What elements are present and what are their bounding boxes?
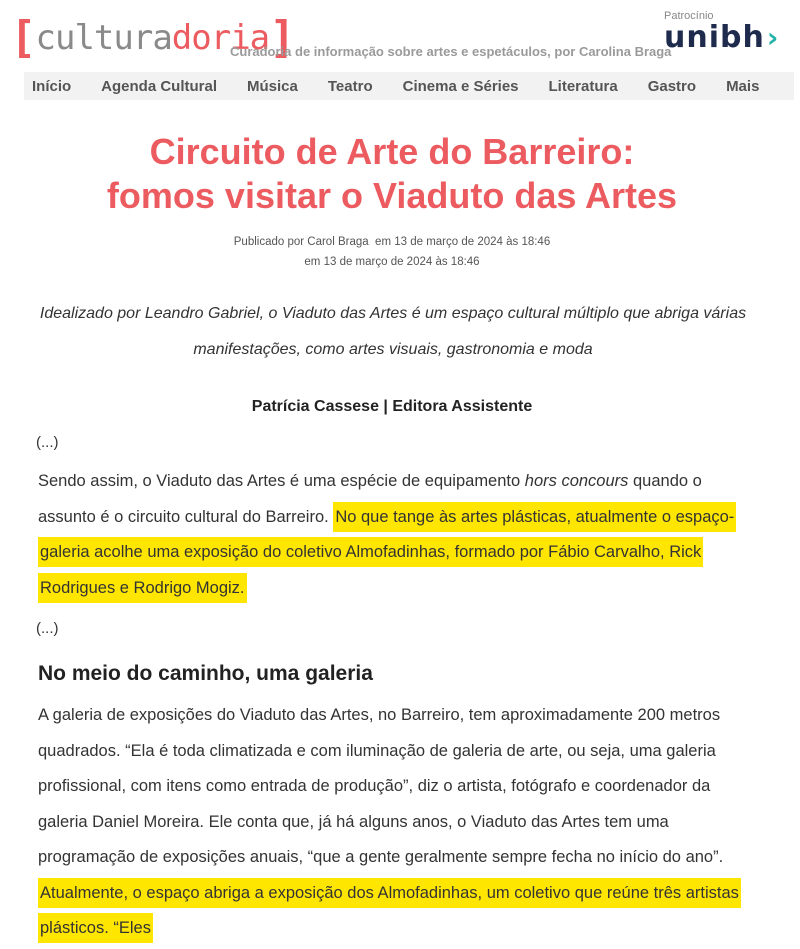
paragraph-1-text-b: quando o assunto é o circuito cultural do Barreiro. [38, 472, 702, 526]
article-title-line1: Circuito de Arte do Barreiro: [149, 131, 635, 172]
article-title [0, 130, 784, 218]
nav-item-inicio[interactable]: Início [32, 77, 72, 95]
logo-bracket-open: [ [10, 12, 36, 63]
ellipsis-marker: (...) [36, 434, 59, 451]
sponsor-label: Patrocínio [664, 10, 714, 22]
section-heading: No meio do caminho, uma galeria [38, 662, 373, 685]
nav-item-gastro[interactable]: Gastro [647, 77, 697, 95]
paragraph-2 [38, 698, 758, 947]
logo-text-cultura: cultura [35, 18, 172, 58]
highlighted-text: No que tange às artes plásticas, atualmente o espaço-galeria acolhe uma exposição do coletivo Almofadinhas, formado por Fábio Carvalho, Rick Rodrigues e Rodrigo Mogiz. [38, 502, 736, 603]
paragraph-2-text: A galeria de exposições do Viaduto das Artes, no Barreiro, tem aproximadamente 200 metros quadrados. “Ela é toda climatizada e com iluminação de galeria de arte, ou seja, uma galeria profissional, com itens como entrada de produção”, diz o artista, fotógrafo e coordenador da galeria Daniel Moreira. Ele conta que, já há alguns anos, o Viaduto das Artes tem uma programação de exposições anuais, “que a gente geralmente sempre fecha no início do ano”. [38, 706, 724, 866]
article-lede: Idealizado por Leandro Gabriel, o Viaduto das Artes é um espaço cultural múltiplo que abriga várias manifestações, como artes visuais, gastronomia e moda [39, 305, 747, 358]
nav-item-cinema-series[interactable]: Cinema e Séries [402, 77, 519, 95]
nav-item-musica[interactable]: Música [247, 77, 298, 95]
paragraph-1-text-a: Sendo assim, o Viaduto das Artes é uma espécie de equipamento [38, 472, 525, 490]
sponsor-chevron-icon: › [766, 21, 780, 54]
main-nav [24, 72, 794, 100]
article-meta [0, 232, 784, 272]
site-header [0, 0, 800, 72]
logo-text-doria: doria [171, 18, 270, 58]
meta-prefix: Publicado por [233, 236, 305, 248]
article-title-line2: fomos visitar o Viaduto das Artes [106, 175, 678, 216]
nav-item-mais[interactable]: Mais [726, 77, 760, 95]
sponsor-brand-text: unibh [664, 20, 765, 55]
author-link[interactable]: Carol Braga [307, 236, 369, 248]
nav-item-literatura[interactable]: Literatura [548, 77, 618, 95]
logo-bracket-close: ] [269, 12, 295, 63]
ellipsis-marker: (...) [36, 620, 59, 637]
paragraph-1-italic: hors concours [524, 472, 629, 490]
meta-date: em 13 de março de 2024 às 18:46 [375, 236, 551, 248]
sponsor-block[interactable] [664, 10, 779, 55]
highlighted-text: Atualmente, o espaço abriga a exposição dos Almofadinhas, um coletivo que reúne três artistas plásticos. “Eles [38, 878, 741, 944]
nav-item-teatro[interactable]: Teatro [327, 77, 373, 95]
paragraph-1 [38, 464, 758, 606]
meta-date-repeat: em 13 de março de 2024 às 18:46 [304, 256, 480, 268]
site-tagline: Curadoria de informação sobre artes e espetáculos, por Carolina Braga [230, 44, 672, 59]
sponsor-logo [664, 20, 779, 55]
nav-item-agenda-cultural[interactable]: Agenda Cultural [101, 77, 218, 95]
article-byline: Patrícia Cassese | Editora Assistente [251, 398, 533, 415]
